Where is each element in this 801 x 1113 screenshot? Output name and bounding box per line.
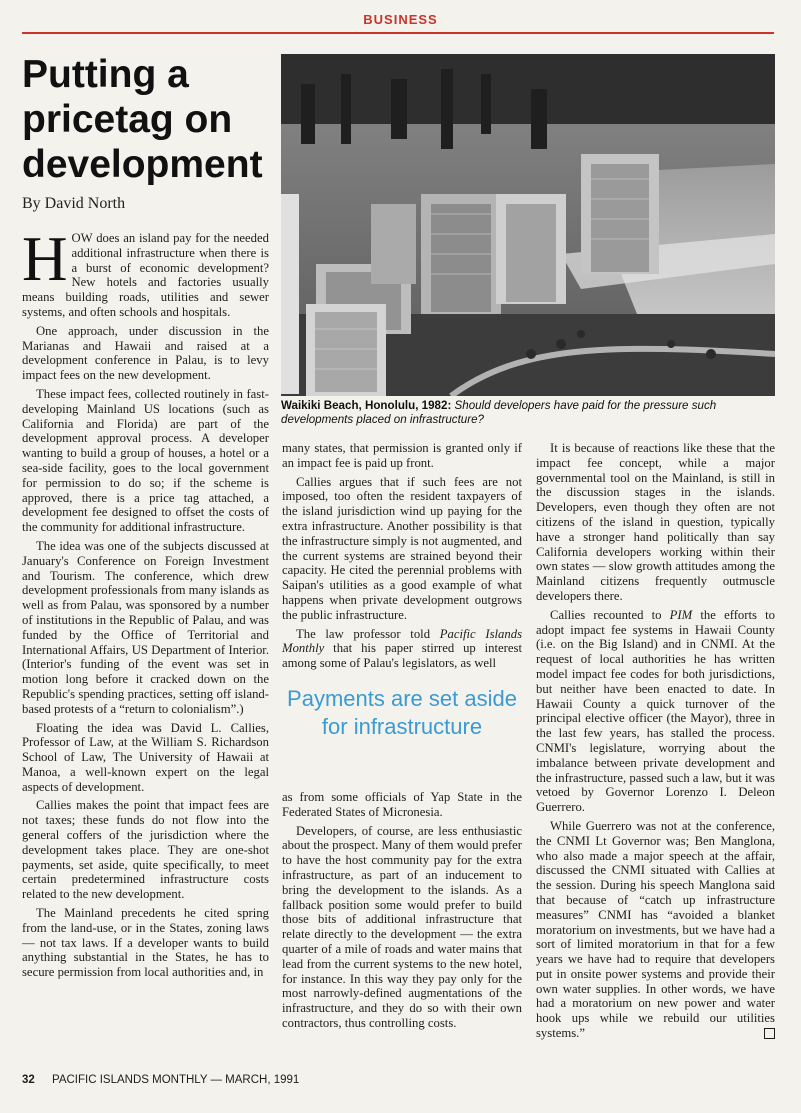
article-paragraph: Developers, of course, are less enthusiastic about the prospect. Many of them would prefer to have the host community pay for the extra infrastructure, as part of an inducement to bring the development to the islands. As a fallback position some would prefer to build those bits of additional infrastructure that relate directly to the development — the extra quarter of a mile of roads and water mains that lead from the current systems to the new hotel, for instance. In this way they pay only for the most narrowly-defined augmentations of the infrastructure, and they do so with their own contractors, thus controlling costs.: [282, 823, 522, 1030]
drop-cap: H: [22, 224, 68, 294]
article-paragraph: These impact fees, collected routinely in fast-developing Mainland US locations (such as California and Florida) are part of the development approval process. A developer wanting to build a group of houses, a hotel or a sea-side facility, goes to the local government for permission to do so; if the scheme is approved, there is a price tag attached, a development fee designed to offset the costs of the community for additional infrastructure.: [22, 386, 269, 535]
photo-caption: [281, 399, 775, 427]
headline: Putting a pricetag on development: [22, 53, 263, 186]
article-paragraph: The Mainland precedents he cited spring from the land-use, or in the States, zoning laws — not tax laws. If a developer wants to build anything substantial in the States, he has to secure permission from local authorities and, in: [22, 906, 269, 980]
article-paragraph: It is because of reactions like these that the impact fee concept, while a major governmental tool on the Mainland, is still in the discussion stages in the islands. Developers, even though they often are not citizens of the island in question, typically have a stronger hand politically than say California developers working within their own states — slow growth attitudes among the Mainland citizens frequently outmuscle developers there.: [536, 441, 775, 603]
section-rule: [22, 32, 774, 34]
caption-question: Should developers have paid for the pressure such developments placed on infrastructure?: [281, 399, 717, 426]
publication-name: Pacific Islands Monthly: [282, 626, 523, 656]
article-column-2-continued: [282, 790, 522, 1035]
end-mark-icon: [764, 1028, 775, 1039]
publication-dateline: PACIFIC ISLANDS MONTHLY — MARCH, 1991: [52, 1074, 300, 1086]
byline: By David North: [22, 195, 126, 212]
page-footer: [22, 1074, 522, 1086]
article-paragraph: The idea was one of the subjects discussed at January's Conference on Foreign Investment and Tourism. The conference, which drew development professionals from many islands as well as from Palau, was sponsored by a number of institutions in the Republic of Palau, and was funded by the Office of Territorial and International Affairs, US Department of Interior. (Interior's funding of the event was set in motion long before it cracked down on the Republic's spending practices, setting off island-based protests of a “return to colonialism”.): [22, 538, 270, 716]
article-paragraph: HOW does an island pay for the needed additional infrastructure when there is a burst of economic development? New hotels and factories usually means building roads, utilities and sewer systems, and often schools and hospitals.: [22, 224, 269, 319]
waikiki-photo-illustration: [281, 54, 775, 396]
article-paragraph: Callies recounted to PIM the efforts to adopt impact fee systems in Hawaii County (i.e. on the Big Island) and in CNMI. At the request of local authorities he has written model impact fee codes for both jurisdictions, but neither have been enacted to date. In Hawaii County a quick turnover of the principal elective officer (the Mayor), three in the last few years, has stalled the process. CNMI's legislature, worrying about the imbalance between private development and the infrastructure, passed such a law, but it was vetoed by Governor Lorenzo I. Deleon Guerrero.: [536, 607, 776, 815]
article-paragraph: as from some officials of Yap State in the Federated States of Micronesia.: [282, 790, 522, 819]
section-label: BUSINESS: [363, 12, 438, 27]
article-paragraph: Callies makes the point that impact fees are not taxes; these funds do not flow into the general coffers of the jurisdiction where the development takes place. They are one-shot payments, set aside, quite specifically, to meet certain predetermined infrastructure costs related to the new development.: [22, 798, 269, 902]
waikiki-photo: [281, 54, 775, 396]
article-column-3: [536, 441, 775, 1045]
article-paragraph: One approach, under discussion in the Marianas and Hawaii and raised at a development conference in Palau, is to levy impact fees on the new development.: [22, 323, 269, 383]
page-number: 32: [22, 1074, 35, 1086]
article-column-1: [22, 224, 270, 984]
caption-location: Waikiki Beach, Honolulu, 1982:: [281, 399, 452, 412]
article-paragraph: The law professor told Pacific Islands Monthly that his paper stirred up interest among some of Palau's legislators, as well: [282, 626, 523, 671]
pull-quote: Payments are set aside for infrastructure: [287, 686, 517, 739]
article-paragraph: many states, that permission is granted only if an impact fee is paid up front.: [282, 441, 522, 470]
article-paragraph: Callies argues that if such fees are not imposed, too often the resident taxpayers of the island jurisdiction wind up paying for the extra infrastructure. Another possibility is that the infrastructure simply is not augmented, and the current systems are strained beyond their capacity. He cited the perennial problems with Saipan's utilities as a good example of what happens when private development outgrows the public infrastructure.: [282, 474, 522, 622]
article-column-2: [282, 441, 522, 675]
publication-abbrev: PIM: [669, 607, 693, 622]
article-paragraph: While Guerrero was not at the conference, the CNMI Lt Governor was; Ben Manglona, who also made a major speech at the affair, discussed the CNMI situated with Callies at the session. During his speech Manglona said that because of “catch up infrastructure measures” CNMI has “avoided a blanket moratorium on investments, but we have had a sort of limited moratorium in that for a few years we have had to require that developers put in onsite power systems and provide their own water supplies. In other words, we have had a moratorium on new power and water hook ups while we rebuild our utilities systems.”: [536, 818, 775, 1041]
article-paragraph: Floating the idea was David L. Callies, Professor of Law, at the William S. Richardson School of Law, The University of Hawaii at Manoa, a well-known expert on the legal aspects of development.: [22, 720, 269, 794]
